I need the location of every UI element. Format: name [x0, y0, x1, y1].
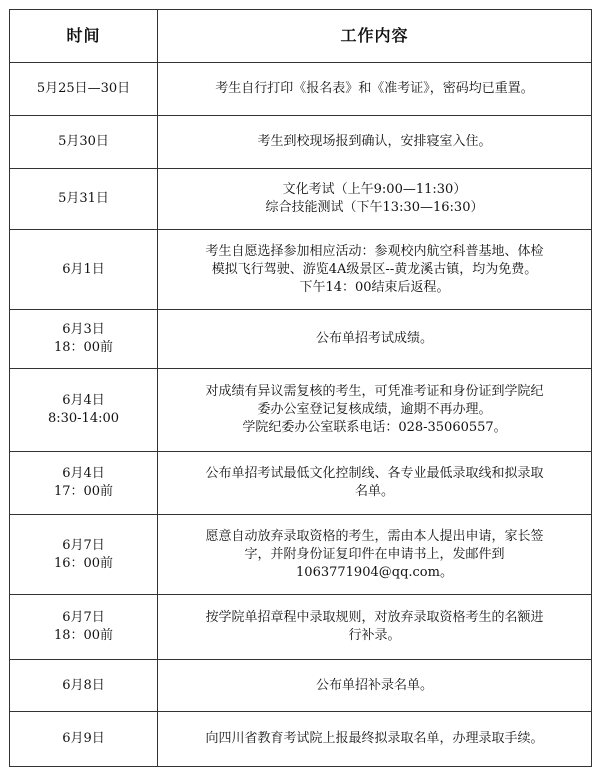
content-line: 公布单招考试最低文化控制线、各专业最低录取线和拟录取	[205, 466, 544, 481]
time-line: 6月8日	[62, 677, 105, 693]
time-cell	[10, 169, 158, 230]
schedule-table	[9, 9, 592, 767]
time-cell	[10, 712, 158, 767]
content-line: 下午14：00结束后返程。	[299, 279, 450, 295]
time-line: 5月30日	[58, 134, 109, 149]
table-row	[10, 369, 592, 452]
content-line: 名单。	[354, 484, 394, 499]
time-line: 8:30-14:00	[47, 411, 120, 426]
time-line: 5月25日—30日	[36, 81, 131, 96]
time-line: 17：00前	[53, 484, 114, 499]
content-line: 行补录。	[348, 628, 401, 643]
content-line: 对成绩有异议需复核的考生，可凭准考证和身份证到学院纪	[205, 384, 544, 399]
time-line: 6月3日	[62, 322, 105, 337]
content-cell	[158, 310, 592, 369]
time-cell	[10, 310, 158, 369]
content-cell	[158, 169, 592, 230]
table-row	[10, 169, 592, 230]
table-row	[10, 310, 592, 369]
table-row	[10, 595, 592, 660]
header-content: 工作内容	[158, 10, 592, 63]
content-line: 1063771904@qq.com。	[296, 564, 453, 580]
time-cell	[10, 63, 158, 116]
content-line: 模拟飞行驾驶、游览4A级景区--黄龙溪古镇，均为免费。	[211, 261, 538, 277]
content-cell	[158, 369, 592, 452]
time-cell	[10, 515, 158, 595]
content-cell	[158, 712, 592, 767]
time-line: 6月7日	[62, 610, 105, 625]
content-line: 委办公室登记复核成绩，逾期不再办理。	[257, 402, 492, 417]
time-line: 6月4日	[62, 466, 105, 481]
schedule-table-wrapper	[9, 9, 592, 767]
content-cell	[158, 63, 592, 116]
time-line: 16：00前	[53, 555, 114, 571]
content-line: 文化考试（上午9:00—11:30）	[282, 182, 467, 197]
time-cell	[10, 595, 158, 660]
content-line: 向四川省教育考试院上报最终拟录取名单，办理录取手续。	[205, 731, 544, 746]
time-line: 18：00前	[53, 628, 114, 643]
time-line: 6月1日	[62, 261, 105, 277]
table-header-row	[10, 10, 592, 63]
time-line: 6月4日	[62, 393, 105, 408]
time-line: 5月31日	[58, 191, 109, 206]
content-line: 考生到校现场报到确认，安排寝室入住。	[257, 134, 492, 149]
content-cell	[158, 452, 592, 515]
table-row	[10, 660, 592, 712]
content-cell	[158, 595, 592, 660]
content-line: 学院纪委办公室联系电话：028-35060557。	[242, 420, 507, 435]
time-cell	[10, 452, 158, 515]
content-cell	[158, 660, 592, 712]
time-line: 6月7日	[62, 537, 105, 553]
header-time: 时间	[10, 10, 158, 63]
time-line: 18：00前	[53, 340, 114, 355]
content-line: 考生自愿选择参加相应活动：参观校内航空科普基地、体检	[205, 243, 544, 259]
table-row	[10, 116, 592, 169]
content-cell	[158, 515, 592, 595]
table-row	[10, 515, 592, 595]
content-cell	[158, 116, 592, 169]
table-row	[10, 63, 592, 116]
content-line: 综合技能测试（下午13:30—16:30）	[265, 200, 484, 215]
content-line: 公布单招补录名单。	[315, 677, 433, 693]
content-line: 愿意自动放弃录取资格的考生，需由本人提出申请，家长签	[205, 528, 544, 544]
content-line: 考生自行打印《报名表》和《准考证》，密码均已重置。	[215, 81, 534, 96]
content-line: 字，并附身份证复印件在申请书上，发邮件到	[244, 546, 505, 562]
table-row	[10, 712, 592, 767]
content-line: 公布单招考试成绩。	[315, 331, 433, 346]
time-cell	[10, 230, 158, 310]
content-cell	[158, 230, 592, 310]
time-cell	[10, 660, 158, 712]
table-row	[10, 452, 592, 515]
time-cell	[10, 369, 158, 452]
time-cell	[10, 116, 158, 169]
content-line: 按学院单招章程中录取规则，对放弃录取资格考生的名额进	[205, 610, 544, 625]
table-row	[10, 230, 592, 310]
time-line: 6月9日	[62, 731, 105, 746]
